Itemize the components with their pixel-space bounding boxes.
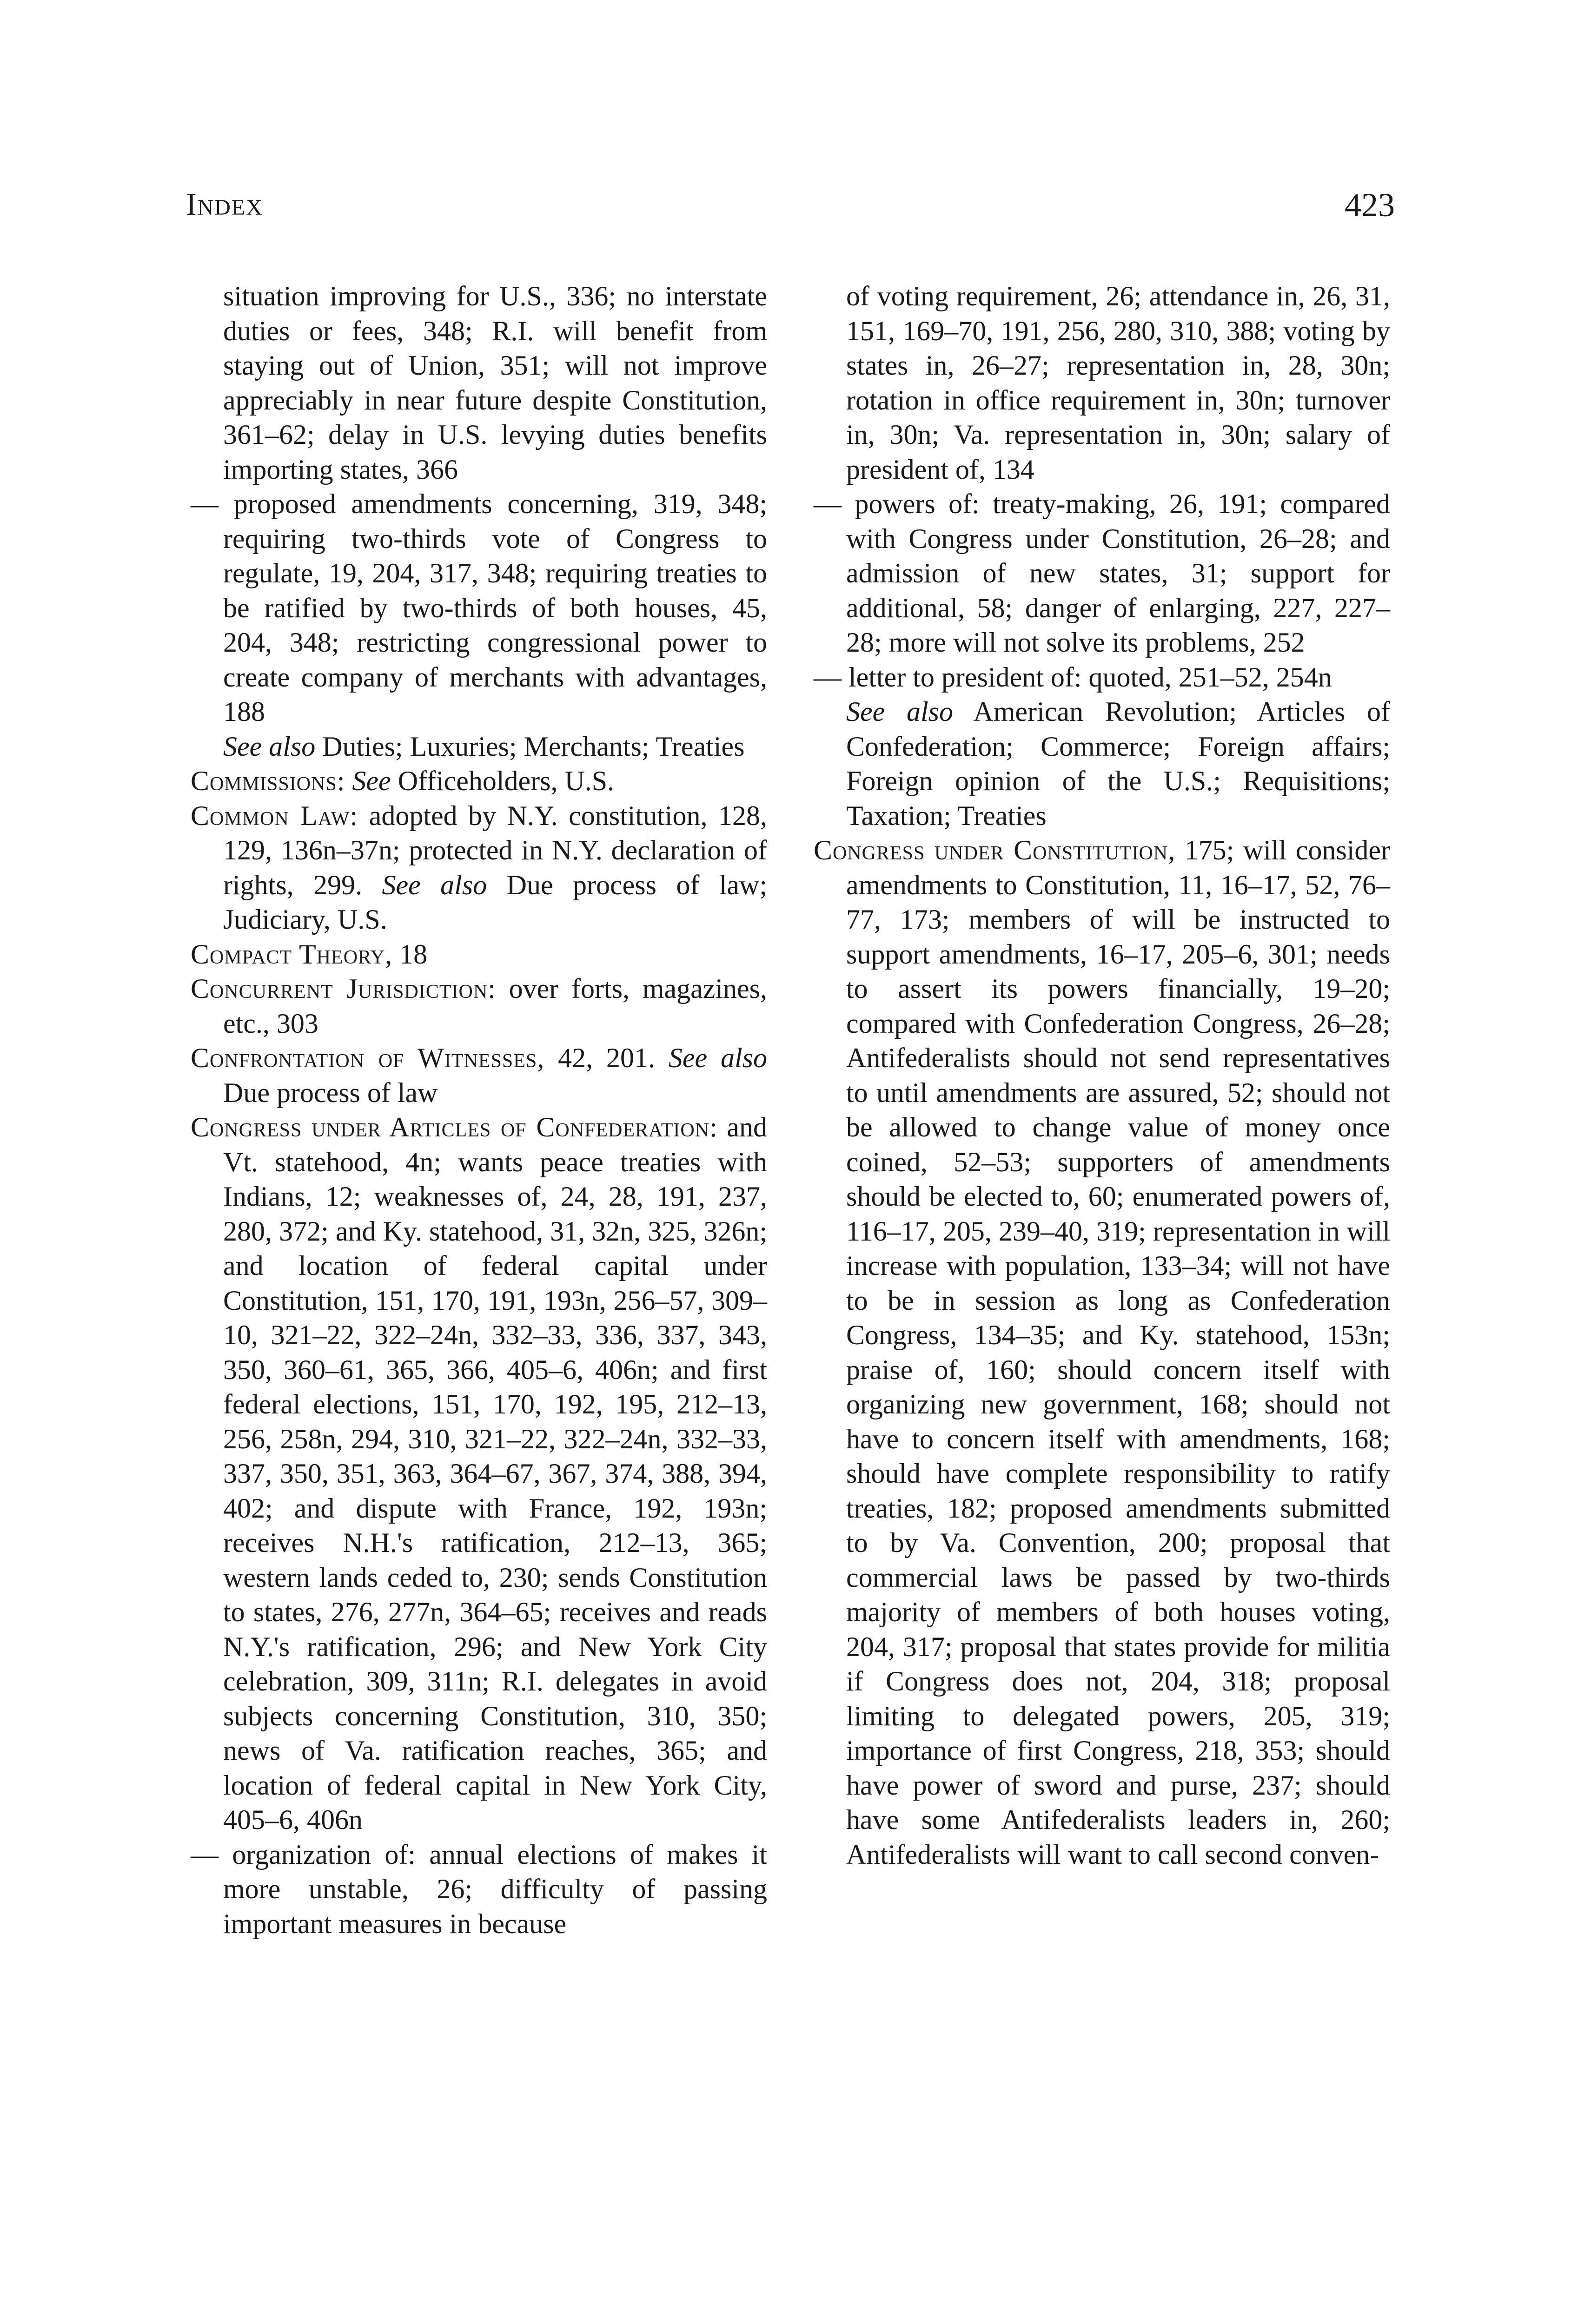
entry-text: 18: [399, 938, 428, 970]
running-title: Index: [186, 186, 263, 222]
page-header: [186, 186, 1395, 242]
index-subentry: — letter to president of: quoted, 251–52, 254n: [814, 661, 1332, 693]
entry-heading: Common Law:: [191, 800, 358, 831]
see-also-reference: [191, 729, 767, 764]
page-number: 423: [1345, 186, 1395, 224]
index-subentry: — powers of: treaty-making, 26, 191; compared with Congress under Constitution, 26–28; and admission of new states, 31; support for additional, 58; danger of enlarging, 227, 227–28; more will not solve its problems, 252: [814, 489, 1391, 658]
index-entry-continuation: situation improving for U.S., 336; no interstate duties or fees, 348; R.I. will benefit from staying out of Union, 351; will not improve appreciably in near future despite Constitution, 361–62; delay in U.S. levying duties benefits importing states, 366: [223, 281, 767, 485]
index-subentry: — organization of: annual elections of makes it more unstable, 26; difficulty of passing important measures in because: [191, 1839, 768, 1939]
index-entry: [191, 1110, 767, 1837]
index-entry: [191, 1041, 767, 1110]
entry-text: Officeholders, U.S.: [398, 766, 615, 796]
right-column: [814, 279, 1390, 1872]
entry-heading: Confrontation of Witnesses,: [191, 1043, 545, 1073]
see-also-label: See also: [668, 1043, 768, 1073]
entry-heading: Compact Theory,: [191, 938, 393, 970]
entry-text: 175; will consider amendments to Constitution, 11, 16–17, 52, 76–77, 173; members of will be instructed to support amendments, 16–17, 205–6, 301; needs to assert its powers financially, 19–20; compared with Confederation Congress, 26–28; Antifederalists should not send representatives to until amendments are assured, 52; should not be allowed to change value of money once coined, 52–53; supporters of amendments should be elected to, 60; enumerated powers of, 116–17, 205, 239–40, 319; representation in will increase with population, 133–34; will not have to be in session as long as Confederation Congress, 134–35; and Ky. statehood, 153n; praise of, 160; should concern itself with organizing new government, 168; should not have to concern itself with amendments, 168; should have complete responsibility to ratify treaties, 182; proposed amendments submitted to by Va. Convention, 200; proposal that commercial laws be passed by two-thirds majority of members of both houses voting, 204, 317; proposal that states provide for militia if Congress does not, 204, 318; proposal limiting to delegated powers, 205, 319; importance of first Congress, 218, 353; should have power of sword and purse, 237; should have some Antifederalists leaders in, 260; Antifederalists will want to call second conven-: [846, 835, 1390, 1870]
see-label: See: [352, 766, 391, 796]
entry-heading: Congress under Constitution,: [814, 835, 1176, 865]
subentry-text: letter to president of: quoted, 251–52, 254n: [849, 661, 1332, 693]
see-also-label: See also: [223, 731, 316, 762]
index-entry: [191, 971, 767, 1041]
index-entry-continuation: of voting requirement, 26; attendance in, 26, 31, 151, 169–70, 191, 256, 280, 310, 388; voting by states in, 26–27; representation in, 28, 30n; rotation in office requirement in, 30n; turnover in, 30n; Va. representation in, 30n; salary of president of, 134: [846, 281, 1390, 485]
entry-heading: Commissions:: [191, 766, 345, 796]
index-entry: [191, 799, 767, 937]
subentry-text: proposed amendments concerning, 319, 348; requiring two-thirds vote of Congress to regulate, 19, 204, 317, 348; requiring treaties to be ratified by two-thirds of both houses, 45, 204, 348; restricting congressional power to create company of merchants with advantages, 188: [223, 489, 767, 727]
entry-text: Due process of law: [223, 1077, 438, 1108]
left-column: [191, 279, 767, 1941]
see-also-reference: [814, 694, 1390, 833]
entry-text: over forts, magazines, etc., 303: [223, 973, 767, 1039]
entry-text: 42, 201.: [558, 1043, 656, 1073]
subentry-text: powers of: treaty-making, 26, 191; compared with Congress under Constitution, 26–28; and admission of new states, 31; support for additional, 58; danger of enlarging, 227, 227–28; more will not solve its problems, 252: [846, 489, 1391, 658]
index-entry: [191, 764, 767, 799]
see-also-label: See also: [382, 869, 487, 900]
index-entry: [814, 833, 1390, 1872]
index-entry: [191, 937, 767, 972]
subentry-text: organization of: annual elections of makes it more unstable, 26; difficulty of passing important measures in because: [223, 1839, 768, 1939]
entry-text: Due process of law; Judiciary, U.S.: [223, 869, 768, 935]
entry-text: adopted by N.Y. constitution, 128, 129, 136n–37n; protected in N.Y. declaration of rights, 299.: [223, 800, 768, 900]
see-also-text: American Revolution; Articles of Confederation; Commerce; Foreign affairs; Foreign opinion of the U.S.; Requisitions; Taxation; Treaties: [846, 696, 1390, 831]
see-also-text: Duties; Luxuries; Merchants; Treaties: [322, 731, 745, 762]
entry-text: and Vt. statehood, 4n; wants peace treaties with Indians, 12; weaknesses of, 24, 28, 191, 237, 280, 372; and Ky. statehood, 31, 32n, 325, 326n; and location of federal capital under Constitution, 151, 170, 191, 193n, 256–57, 309–10, 321–22, 322–24n, 332–33, 336, 337, 343, 350, 360–61, 365, 366, 405–6, 406n; and first federal elections, 151, 170, 192, 195, 212–13, 256, 258n, 294, 310, 321–22, 322–24n, 332–33, 337, 350, 351, 363, 364–67, 367, 374, 388, 394, 402; and dispute with France, 192, 193n; receives N.H.'s ratification, 212–13, 365; western lands ceded to, 230; sends Constitution to states, 276, 277n, 364–65; receives and reads N.Y.'s ratification, 296; and New York City celebration, 309, 311n; R.I. delegates in avoid subjects concerning Constitution, 310, 350; news of Va. ratification reaches, 365; and location of federal capital in New York City, 405–6, 406n: [223, 1112, 767, 1835]
index-subentry: — proposed amendments concerning, 319, 348; requiring two-thirds vote of Congress to regulate, 19, 204, 317, 348; requiring treaties to be ratified by two-thirds of both houses, 45, 204, 348; restricting congressional power to create company of merchants with advantages, 188: [191, 489, 767, 727]
see-also-label: See also: [846, 696, 953, 727]
entry-heading: Concurrent Jurisdiction:: [191, 973, 496, 1004]
entry-heading: Congress under Articles of Confederation:: [191, 1112, 718, 1142]
